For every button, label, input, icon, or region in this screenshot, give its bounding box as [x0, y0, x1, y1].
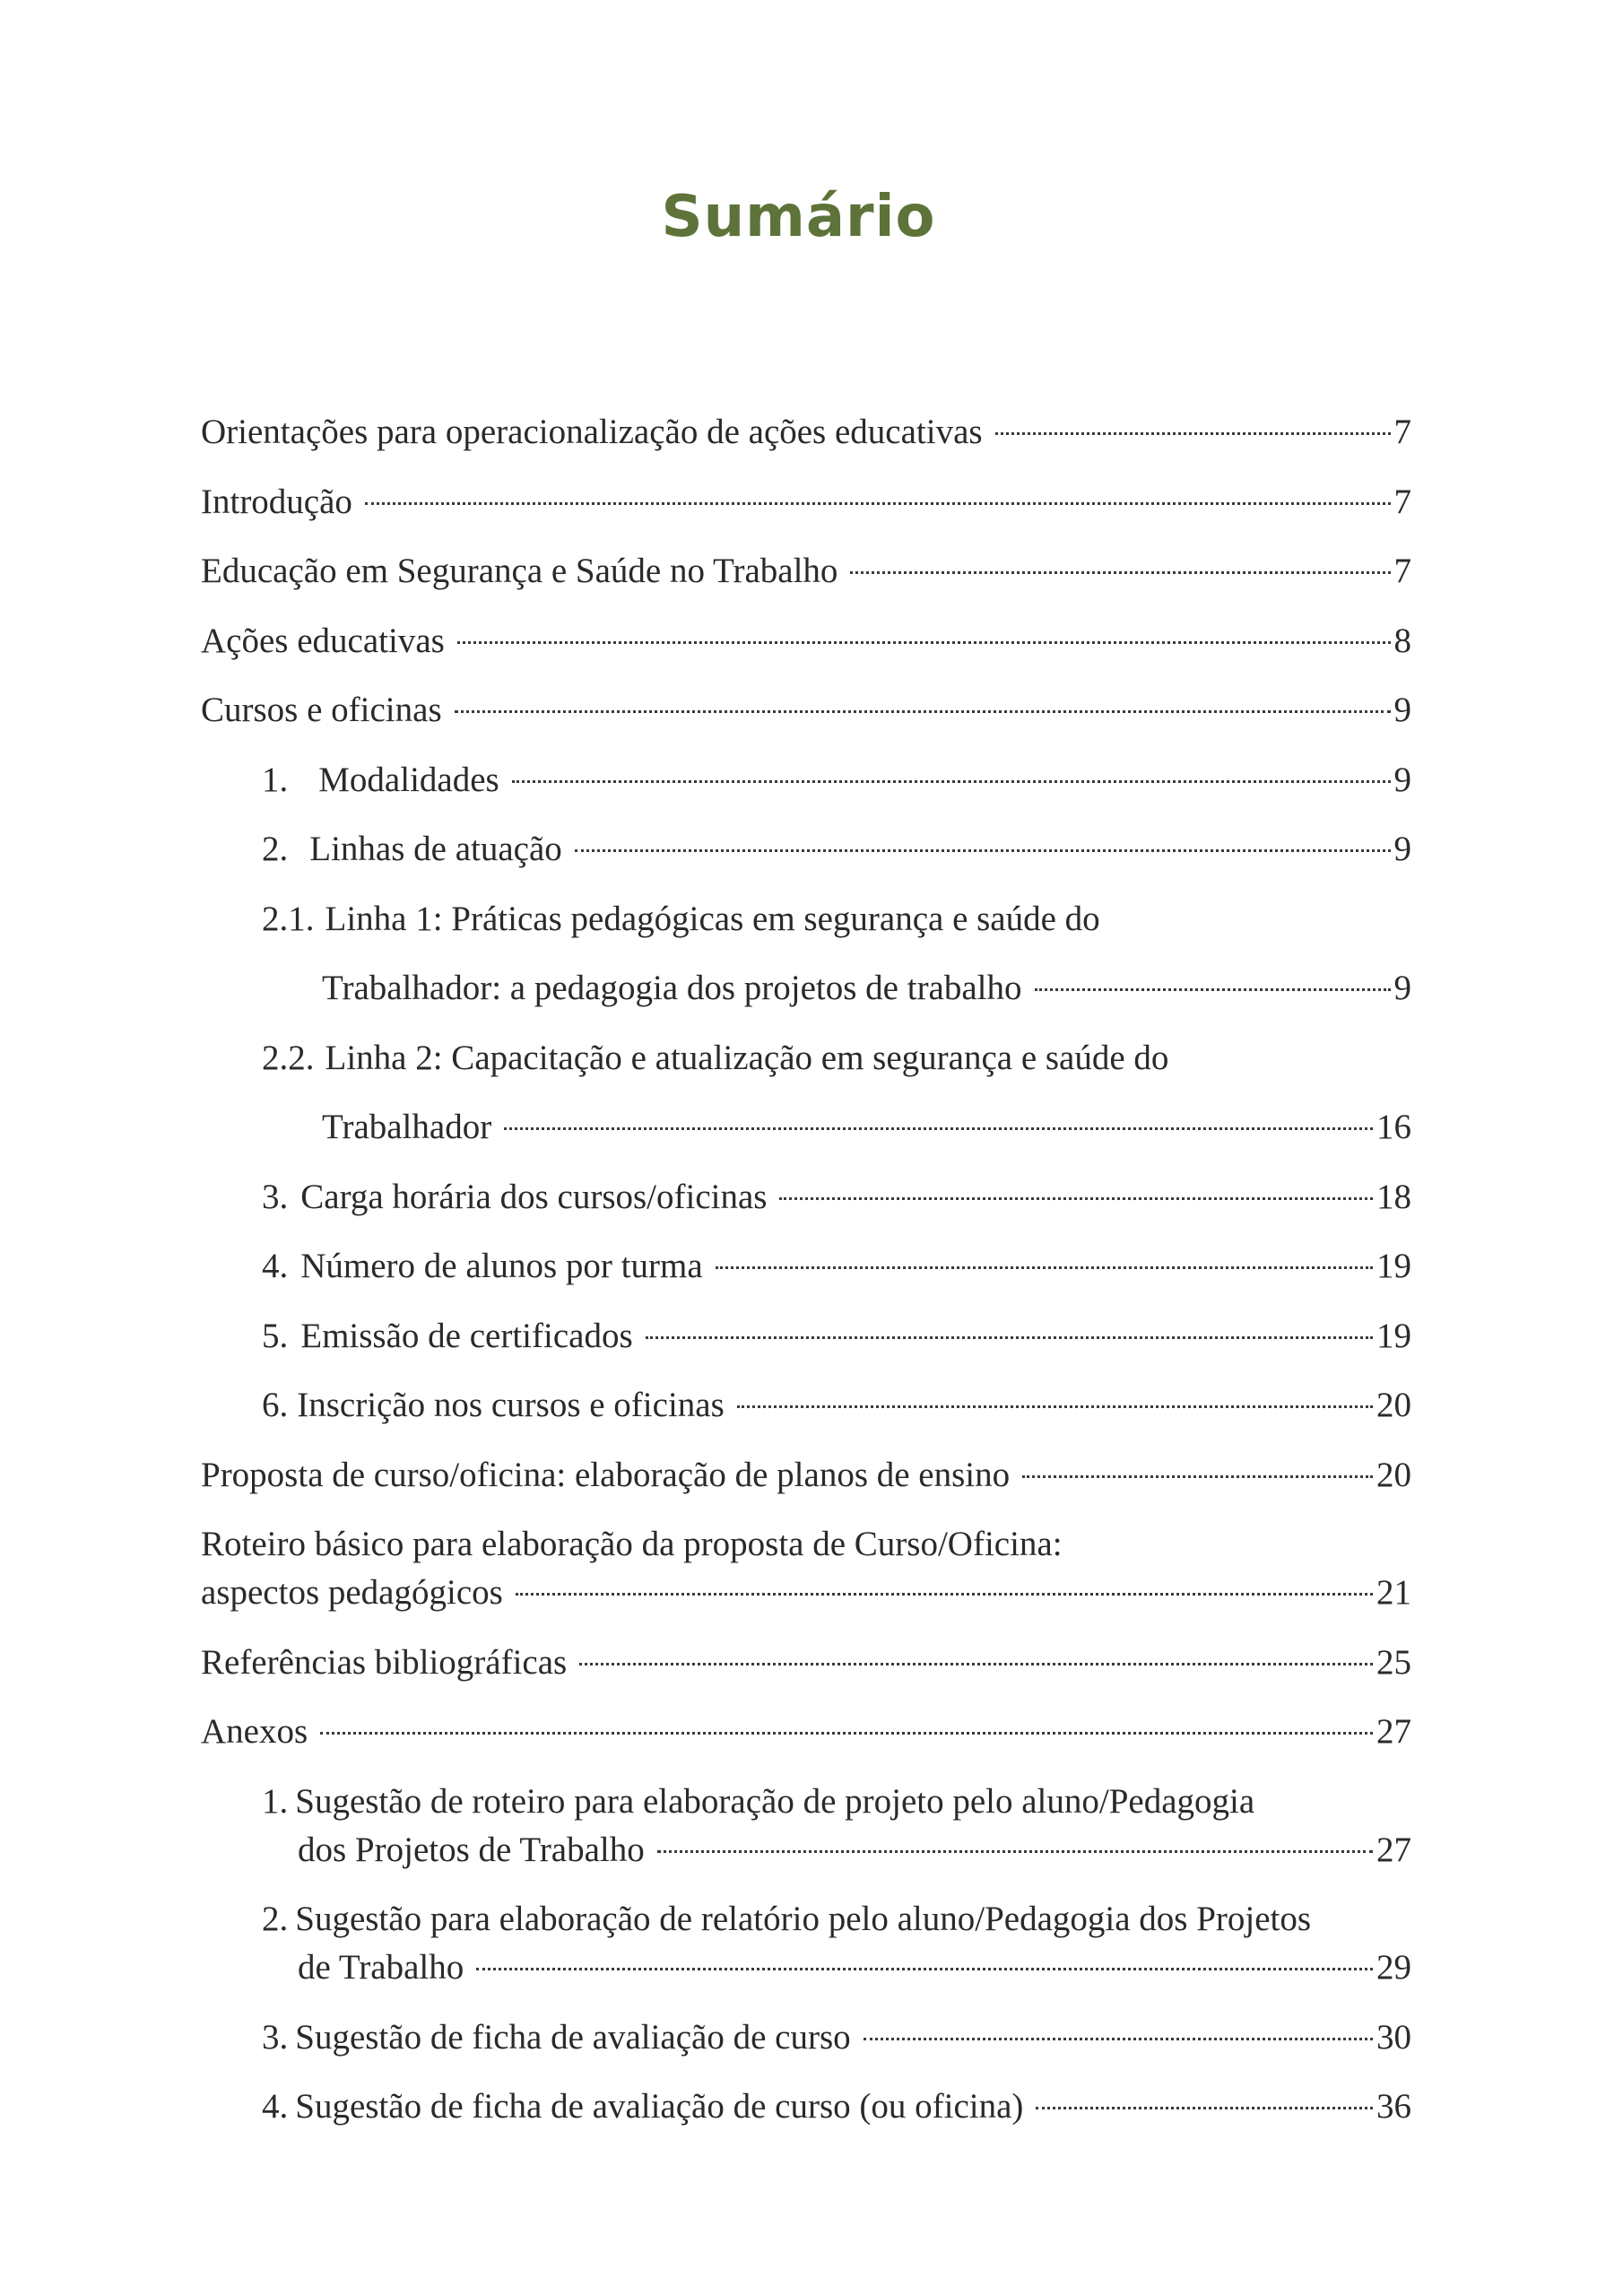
toc-subentry[interactable]	[201, 1312, 1411, 1361]
toc-entry[interactable]	[201, 1451, 1411, 1500]
toc-entry-number: 2.2.	[262, 1038, 315, 1077]
toc-entry-label-continuation: aspectos pedagógicos	[201, 1573, 503, 1612]
toc-entry-page: 16	[1376, 1108, 1411, 1146]
dot-leader	[365, 502, 1391, 505]
toc-entry-number: 2.	[262, 830, 289, 868]
toc-entry-text: Sugestão para elaboração de relatório pelo aluno/Pedagogia dos Projetos	[295, 1900, 1312, 1938]
dot-leader	[575, 849, 1391, 852]
toc-entry-number: 4.	[262, 1247, 289, 1285]
toc-entry-page: 19	[1376, 1316, 1411, 1355]
dot-leader	[516, 1593, 1373, 1596]
toc-entry-number: 1.	[262, 1781, 289, 1821]
toc-entry[interactable]	[201, 617, 1411, 665]
toc-entry-label: Cursos e oficinas	[201, 691, 442, 729]
toc-entry-text: Modalidades	[318, 760, 499, 799]
toc-entry-label: Educação em Segurança e Saúde no Trabalho	[201, 552, 838, 590]
toc-entry-label	[262, 2083, 1023, 2131]
toc-entry-label-continuation: dos Projetos de Trabalho	[298, 1830, 645, 1869]
toc-entry-page: 9	[1393, 830, 1411, 868]
toc-entry-page: 30	[1376, 2017, 1411, 2057]
toc-subentry[interactable]	[201, 1242, 1411, 1291]
dot-leader	[457, 641, 1391, 644]
toc-entry-page: 19	[1376, 1247, 1411, 1285]
toc-entry-label: Introdução	[201, 482, 352, 521]
dot-leader	[995, 432, 1391, 435]
toc-subentry[interactable]	[201, 756, 1411, 804]
dot-leader	[1022, 1475, 1373, 1478]
toc-entry[interactable]	[201, 478, 1411, 526]
dot-leader	[657, 1850, 1373, 1853]
toc-entry-page: 20	[1376, 1455, 1411, 1494]
dot-leader	[779, 1197, 1373, 1200]
toc-entry-text: Sugestão de ficha de avaliação de curso (ou oficina)	[295, 2087, 1024, 2126]
toc-entry-page: 9	[1393, 969, 1411, 1007]
toc-entry-label: Ações educativas	[201, 621, 445, 660]
toc-entry-text: Carga horária dos cursos/oficinas	[300, 1177, 768, 1216]
toc-entry[interactable]	[201, 1520, 1411, 1617]
toc-entry-label	[262, 1173, 767, 1222]
toc-entry-text: Linhas de atuação	[309, 830, 562, 868]
toc-entry[interactable]	[201, 547, 1411, 596]
dot-leader	[850, 571, 1390, 574]
toc-entry-label	[262, 756, 499, 804]
toc-entry-label: Anexos	[201, 1712, 308, 1751]
toc-entry-page: 7	[1393, 413, 1411, 451]
toc-entry-text: Número de alunos por turma	[300, 1247, 703, 1285]
toc-subentry[interactable]	[201, 895, 1411, 944]
toc-entry-label: Trabalhador	[322, 1108, 492, 1146]
toc-entry-page: 20	[1376, 1386, 1411, 1424]
toc-entry-text: Linha 2: Capacitação e atualização em segurança e saúde do	[325, 1038, 1169, 1077]
toc-entry-label: Referências bibliográficas	[201, 1642, 568, 1682]
page-title: Sumário	[661, 184, 936, 250]
dot-leader	[1036, 2107, 1373, 2109]
toc-entry-text: Sugestão de roteiro para elaboração de projeto pelo aluno/Pedagogia	[295, 1781, 1255, 1821]
toc-entry-number: 1.	[262, 760, 289, 799]
dot-leader	[1035, 988, 1391, 991]
toc-entry-number: 6.	[262, 1386, 289, 1424]
toc-entry-number: 5.	[262, 1316, 289, 1355]
toc-entry-page: 18	[1376, 1177, 1411, 1216]
toc-entry-label	[262, 895, 1100, 944]
toc-subentry[interactable]	[201, 2013, 1411, 2062]
toc-entry[interactable]	[201, 408, 1411, 457]
dot-leader	[455, 710, 1391, 713]
toc-entry-label	[262, 2013, 851, 2062]
toc-subentry[interactable]	[201, 1778, 1411, 1874]
toc-entry-page: 25	[1376, 1642, 1411, 1682]
toc-subentry-continuation[interactable]	[201, 964, 1411, 1013]
toc-entry-page: 9	[1393, 691, 1411, 729]
dot-leader	[476, 1968, 1373, 1970]
dot-leader	[646, 1336, 1373, 1339]
toc-entry-page: 21	[1376, 1573, 1411, 1612]
toc-entry-page: 7	[1393, 552, 1411, 590]
toc-entry-page: 9	[1393, 760, 1411, 799]
dot-leader	[512, 780, 1391, 783]
toc-entry-label	[262, 1895, 1411, 1944]
toc-entry-page: 27	[1376, 1830, 1411, 1869]
toc-entry-number: 2.	[262, 1900, 289, 1938]
toc-entry-text: Linha 1: Práticas pedagógicas em segurança e saúde do	[325, 899, 1100, 938]
dot-leader	[716, 1266, 1373, 1269]
toc-entry-label: Trabalhador: a pedagogia dos projetos de trabalho	[322, 969, 1022, 1007]
toc-entry-label-continuation: de Trabalho	[298, 1948, 464, 1987]
toc-entry-label: Proposta de curso/oficina: elaboração de planos de ensino	[201, 1455, 1011, 1494]
toc-entry-page: 36	[1376, 2087, 1411, 2126]
toc-entry[interactable]	[201, 1708, 1411, 1756]
toc-entry[interactable]	[201, 1639, 1411, 1687]
dot-leader	[864, 2038, 1373, 2040]
dot-leader	[737, 1405, 1373, 1408]
table-of-contents	[201, 408, 1411, 2152]
toc-entry-page: 8	[1393, 621, 1411, 660]
toc-entry-label: Roteiro básico para elaboração da proposta de Curso/Oficina:	[201, 1525, 1063, 1563]
toc-subentry[interactable]	[201, 1034, 1411, 1083]
toc-subentry[interactable]	[201, 1381, 1411, 1430]
toc-subentry[interactable]	[201, 2083, 1411, 2131]
dot-leader	[504, 1127, 1373, 1130]
toc-entry-label	[262, 825, 562, 874]
toc-entry-text: Sugestão de ficha de avaliação de curso	[295, 2017, 851, 2057]
toc-entry-label	[262, 1242, 703, 1291]
toc-entry-number: 3.	[262, 2017, 289, 2057]
toc-entry-number: 4.	[262, 2087, 289, 2126]
toc-entry-page: 27	[1376, 1712, 1411, 1751]
toc-entry-label	[262, 1381, 725, 1430]
toc-subentry-continuation[interactable]	[201, 1103, 1411, 1152]
dot-leader	[579, 1663, 1373, 1665]
toc-subentry[interactable]	[201, 1895, 1411, 1992]
toc-entry-label	[262, 1312, 633, 1361]
toc-entry-number: 2.1.	[262, 899, 315, 938]
toc-entry-text: Emissão de certificados	[300, 1316, 633, 1355]
dot-leader	[320, 1732, 1373, 1735]
toc-entry-page: 29	[1376, 1948, 1411, 1987]
toc-entry-page: 7	[1393, 482, 1411, 521]
toc-entry-label: Orientações para operacionalização de ações educativas	[201, 413, 983, 451]
toc-entry-label	[262, 1778, 1411, 1826]
toc-entry[interactable]	[201, 686, 1411, 735]
toc-entry-label	[262, 1034, 1168, 1083]
toc-entry-number: 3.	[262, 1177, 289, 1216]
toc-entry-text: Inscrição nos cursos e oficinas	[297, 1386, 725, 1424]
toc-subentry[interactable]	[201, 1173, 1411, 1222]
toc-subentry[interactable]	[201, 825, 1411, 874]
